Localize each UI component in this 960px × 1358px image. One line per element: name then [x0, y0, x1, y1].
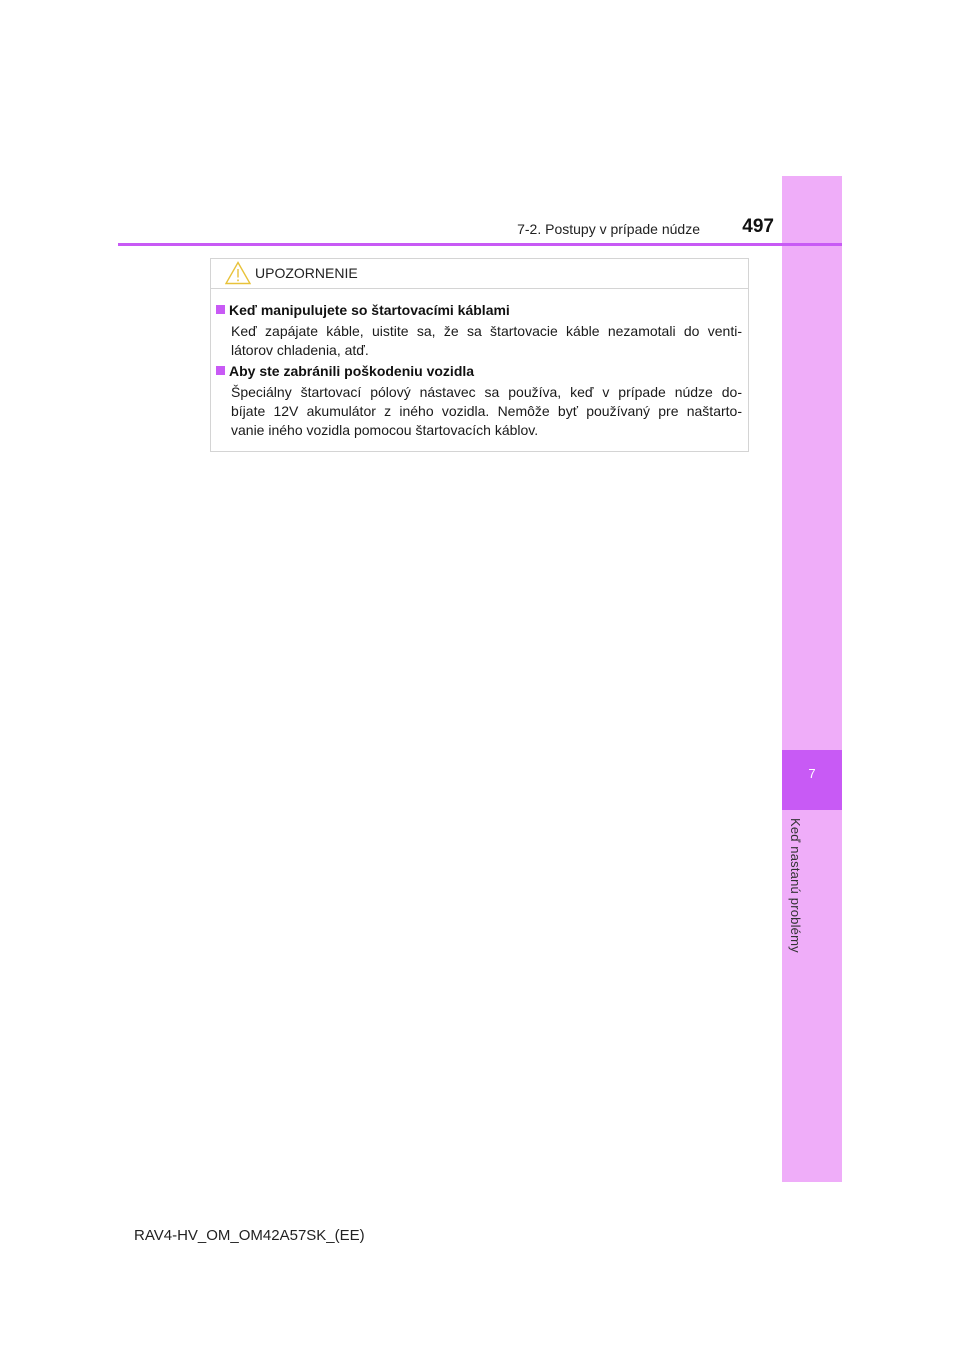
chapter-side-tab: [782, 176, 842, 1182]
warning-triangle-icon: [225, 261, 251, 285]
chapter-number: 7: [808, 766, 816, 781]
page-number: 497: [742, 216, 774, 237]
caution-item-heading: Keď manipulujete so štartovacími káblami: [216, 302, 510, 318]
caution-title: UPOZORNENIE: [255, 265, 358, 281]
caution-item-heading: Aby ste zabránili poškodeniu vozidla: [216, 363, 474, 379]
bullet-square-icon: [216, 366, 225, 375]
chapter-title: Keď nastanú problémy: [788, 818, 803, 953]
caution-item-body: Keď zapájate káble, uistite sa, že sa štartovacie káble nezamotali do venti- látorov chladenia, atď.: [231, 323, 742, 358]
section-title: 7-2. Postupy v prípade núdze: [517, 221, 700, 237]
caution-item-body: Špeciálny štartovací pólový nástavec sa používa, keď v prípade núdze do- bíjate 12V akumulátor z iného vozidla. Nemôže byť používaný pre naštarto- vanie iného vozidla pomocou štartovacích káblov.: [231, 384, 742, 438]
header-divider: [118, 243, 842, 246]
bullet-square-icon: [216, 305, 225, 314]
caution-box: [210, 258, 749, 452]
caution-header: [211, 259, 748, 289]
document-code: RAV4-HV_OM_OM42A57SK_(EE): [134, 1227, 365, 1244]
